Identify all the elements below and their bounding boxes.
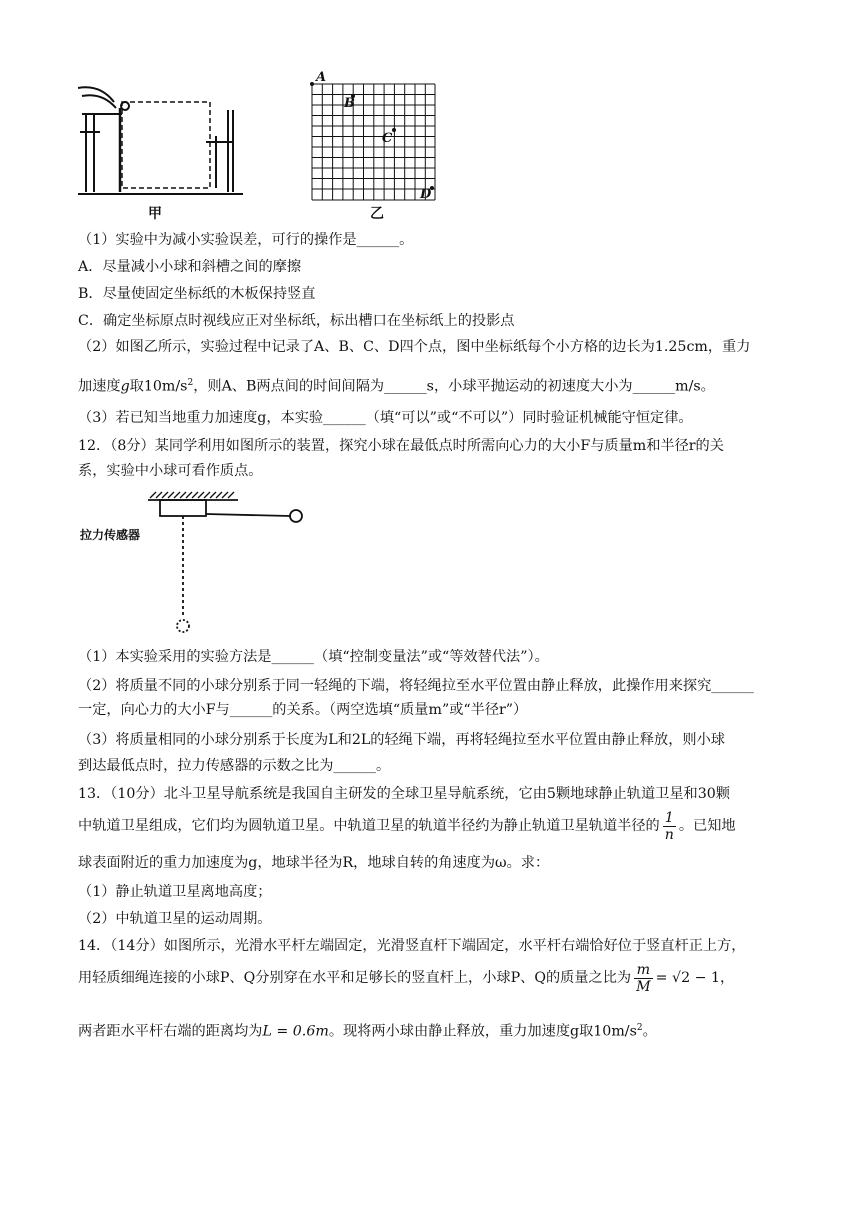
q14-stem2-eq: = √2 − 1， [655,970,735,986]
q13-frac-num: 1 [663,810,676,827]
q14-fraction [634,962,653,995]
q12-part2-line1: （2）将质量不同的小球分别系于同一轻绳的下端，将轻绳拉至水平位置由静止释放，此操作用来探究______ [78,678,754,694]
q12-stem-line1: 12．（8分）某同学利用如图所示的装置，探究小球在最低点时所需向心力的大小F与质量m和半径r的关 [78,438,724,454]
q11-p2-text-b: 取 [129,378,144,395]
point-c-label: C [382,131,393,146]
q14-stem3-c: 。 [642,1023,657,1040]
q14-stem2-text: 用轻质细绳连接的小球P、Q分别穿在水平和足够长的竖直杆上，小球P、Q的质量之比为 [78,970,632,986]
q12-stem-line2: 系，实验中小球可看作质点。 [78,463,263,479]
q13-stem-line3: 球表面附近的重力加速度为g，地球半径为R，地球自转的角速度为ω。求： [78,855,550,871]
q13-stem2-end: 。已知地 [678,818,736,834]
q14-stem3-b: 。现将两小球由静止释放，重力加速度g取 [328,1023,594,1040]
q13-stem-line2 [78,808,736,844]
q14-stem3-sup: 2 [636,1023,643,1033]
q11-option-a: A．尽量减小小球和斜槽之间的摩擦 [78,259,302,275]
point-b-label: B [344,96,355,111]
q13-part2: （2）中轨道卫星的运动周期。 [78,911,272,927]
figure-jia-caption: 甲 [148,206,162,222]
q13-fraction [663,810,676,843]
q11-p2-text-c: ，则A、B两点间的时间间隔为______s，小球平抛运动的初速度大小为______m/s。 [193,378,715,395]
q12-part2-line2: 一定，向心力的大小F与______的关系。（两空选填“质量m”或“半径r”） [78,702,528,718]
q11-option-c: C．确定坐标原点时视线应正对坐标纸，标出槽口在坐标纸上的投影点 [78,313,515,329]
q11-p2-sup: 2 [187,378,194,388]
q11-option-b: B．尽量使固定坐标纸的木板保持竖直 [78,286,316,302]
q14-stem3-a: 两者距水平杆右端的距离均为 [78,1023,263,1040]
figure-q12 [78,490,318,640]
q11-part3: （3）若已知当地重力加速度g，本实验______（填“可以”或“不可以”）同时验证机械能守恒定律。 [78,410,693,426]
q12-part3-line2: 到达最低点时，拉力传感器的示数之比为______。 [78,758,391,774]
q14-frac-num: m [634,962,653,979]
q14-stem-line2 [78,960,734,996]
q14-stem3-val: 10m/s [593,1023,637,1040]
q13-part1: （1）静止轨道卫星离地高度； [78,884,272,900]
q11-p2-g: g [120,378,130,395]
q14-frac-den: M [636,978,651,995]
q11-part1: （1）实验中为减小实验误差，可行的操作是______。 [78,232,414,248]
q13-stem2-text: 中轨道卫星组成，它们均为圆轨道卫星。中轨道卫星的轨道半径约为静止轨道卫星轨道半径的 [78,818,660,834]
q11-part2-line1: （2）如图乙所示，实验过程中记录了A、B、C、D四个点，图中坐标纸每个小方格的边长为1.25cm，重力 [78,339,751,355]
point-a-label: A [316,70,327,85]
q14-stem-line1: 14．（14分）如图所示，光滑水平杆左端固定，光滑竖直杆下端固定，水平杆右端恰好位于竖直杆正上方， [78,938,746,954]
q14-stem-line3 [78,1018,657,1042]
figure-jia [78,80,243,200]
figure-yi-caption: 乙 [370,206,384,222]
point-d-label: D [420,187,432,202]
q12-sensor-label: 拉力传感器 [80,528,141,542]
figure-yi [308,70,438,202]
q12-part3-line1: （3）将质量相同的小球分别系于长度为L和2L的轻绳下端，再将轻绳拉至水平位置由静止释放，则小球 [78,732,725,748]
q12-part1: （1）本实验采用的实验方法是______（填“控制变量法”或“等效替代法”）。 [78,649,549,665]
q11-p2-text-a: 加速度 [78,378,121,395]
q13-frac-den: n [664,826,674,843]
q11-part2-line2 [78,373,715,397]
q14-stem3-eq: L = 0.6m [262,1023,329,1040]
q11-p2-value: 10m/s [143,378,188,395]
q13-stem-line1: 13．（10分）北斗卫星导航系统是我国自主研发的全球卫星导航系统，它由5颗地球静止轨道卫星和30颗 [78,786,730,802]
